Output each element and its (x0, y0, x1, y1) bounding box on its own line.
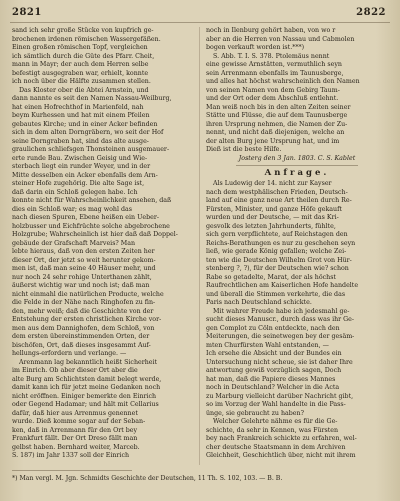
text-line: antwortung gewiß vorzüglich sagen, Doch (206, 367, 342, 374)
header-rule (10, 22, 390, 23)
text-line: sterbach liegt ein runder Weyer, und in der (12, 163, 151, 170)
right-column-bottom-text (206, 180, 388, 461)
text-line: konnte nicht für Wahrscheinlichkeit ansehen, daß (12, 197, 172, 204)
notice-heading: Anfrage. (264, 168, 330, 178)
text-line: daß darin ein Schloß gelegen habe. Ich (12, 188, 138, 196)
text-line: Das Kloster ober die Abtei Arnstein, und (19, 86, 149, 94)
text-line: wurden und der Deutsche, — mit das Kri- (206, 214, 339, 221)
text-line: gen Complot zu Cöln entdeckte, nach den (206, 324, 340, 332)
text-line: sich gern verpflichtete, auf Reichstagen den (206, 231, 348, 238)
text-line: nach dem westphälischen Frieden, Deutsch- (206, 188, 348, 196)
section-separator (236, 165, 358, 166)
text-line: eine gewisse Arnstätten, vermuthlich seyn (206, 61, 342, 68)
text-line: von seinen Namen von dem Gebirg Taum- (206, 86, 340, 94)
text-line: Paris nach Deutschland schickte. (206, 299, 312, 306)
text-line: Mitte desselben ein Acker ebenfalls dem Arn- (12, 171, 158, 179)
text-line: men ist, daß man seine 40 Häuser mehr, und (12, 265, 156, 272)
text-line: gebäude der Grafschaft Marveis? Man (12, 239, 136, 247)
text-line: noch in Ilenburg gehört haben, von wo r (206, 27, 336, 34)
text-line: den, mehr weiß; daß die Geschichte von der (12, 307, 154, 315)
right-column-top-text (206, 27, 388, 155)
text-line: zu Marburg vielleicht darüber Nachricht gibt, (206, 392, 354, 400)
text-line: mann in Mayr; der auch dem Herren selbe (12, 61, 149, 68)
text-line: Reichs-Berathungen es nur zu geschehen seyn (206, 239, 356, 247)
text-line: steiner Hofe zugehörig. Die alte Sage ist, (12, 180, 145, 187)
text-line: alte Burg am Schlichtsten damit belegt werde, (12, 375, 162, 383)
left-column (12, 27, 194, 465)
text-line: stenberg ?, ?), für der Deutschen wie? schon (206, 265, 349, 272)
text-line: Frankfurt fällt. Der Ort Dreso fällt man (12, 435, 138, 442)
text-line: äußerst wichtig war und noch ist; daß man (12, 282, 150, 289)
text-line: nicht eröffnen. Einiger bemerkte den Einrich (12, 392, 157, 400)
text-line: sich in dem alten Dorngräbern, wo seit der Hof (12, 129, 164, 136)
text-line: bischöfen, Ort, daß dieses insgesammt Auf- (12, 341, 151, 349)
text-line: beym Kurhessen und hat mit einem Pfeilen (12, 112, 150, 119)
text-line: hat einen Hofrechthof in Marienfeld, nah (12, 103, 144, 111)
footnote: *) Man vergl. M. Jgn. Schmidts Geschichte der Deutschen, 11 Th. S. 102, 103. — B. B. (12, 475, 283, 482)
text-line: bey nach Frankreich schickte zu erfahren, wel- (206, 435, 357, 442)
text-line: nach diesen Spuren, Ebene heißen ein Ueber- (12, 214, 160, 221)
text-line: die Felde in der Nähe nach Ringhofen zu fin- (12, 299, 156, 306)
text-line: und alles hat höchst wahrscheinlich den Namen (206, 78, 360, 85)
text-line: hellungs-erfordern und verlange. — (12, 350, 127, 357)
text-line: dafür, daß hier aus Arrenmus genennet (12, 409, 138, 417)
text-line: dann nannte es seit den Namen Nassau-Weilburg, (12, 95, 172, 102)
text-line: sein Arrenmann ebenfalls im Taunusberge, (206, 69, 344, 77)
text-line: schichte, da sehr in Kennen, was Fürsten (206, 426, 339, 434)
text-line: wurde. Dieß komme sogar auf der Seban- (12, 418, 146, 425)
text-line: Man weiß noch bis in den alten Zeiten seiner (206, 103, 351, 111)
text-line: Mit wahrer Freude habe ich jedesmahl ge- (213, 307, 350, 315)
text-line: holzbusser und Eichfrüchte solche abgebrochene (12, 222, 170, 230)
text-line: Stätte und Flüsse, die auf dem Taunusberge (206, 112, 348, 119)
text-line: gesvolk des letzten Jahrhunderts, fühlte, (206, 222, 336, 230)
text-line: ten wie die Deutschen Wilhelm Grot von Hür- (206, 256, 352, 264)
text-line: im Einrich. Ob aber dieser Ort aber die (12, 367, 138, 374)
text-line: bogen verkauft worden ist.***) (206, 44, 305, 51)
text-line: men aus dem Dannighofen, dem Schloß, von (12, 324, 155, 332)
text-line: mten Churfürsten Wahl entstanden, — (206, 341, 329, 349)
text-line: Welcher Gelehrte nähme es für die Ge- (213, 418, 338, 425)
text-line: gebautes Kirche; und in einer Acker befinden (12, 120, 158, 128)
text-line: seine Dorngraben hat, sind das alte ausge- (12, 137, 149, 145)
text-line: noch in Deutschland? Welcher in die Acta (206, 384, 340, 391)
signature-line: Josterg den 3 Jan. 1803. C. S. Kablet (238, 154, 356, 162)
text-line: cher deutsche Staatsmann in dem Archiven (206, 443, 346, 451)
text-line: ich sämtlich durch die Güte des Pfarr. Cheit, (12, 52, 155, 60)
text-line: Holzgrube; Wahrscheinlich ist hier daß daß Doppel- (12, 231, 178, 238)
text-line: Einen großen römischen Topf, vergleichen (12, 44, 148, 51)
text-line: nicht einmahl die natürlichen Producte, welche (12, 290, 164, 298)
text-line: so im Vorzug der Wahl handelte in die Pass- (206, 401, 346, 408)
text-line: sucht dieses Manuscr., durch dass was ihr Ge- (206, 316, 355, 323)
text-line: erte runde Bau. Zwischen Geisig und Wie- (12, 154, 148, 162)
text-line: oder Gegend Hadamar; und hält mit Cellarius (12, 401, 159, 408)
text-line: Fürsten, Minister, und ganze Höfe gekauft (206, 205, 342, 213)
text-line: Raufrechtlichen am Kaiserlichen Hofe handelte (206, 282, 359, 289)
text-line: Untersuchung nicht scheue, sie ist daher Ihre (206, 358, 353, 366)
text-line: nur noch 24 sehr rohige Unterthanen zählt, (12, 273, 152, 281)
text-line: ünge, sie gebraucht zu haben? (206, 409, 304, 417)
right-column (206, 27, 388, 465)
text-line: Dieß ist die beste Hilfe. (206, 146, 282, 153)
text-line: graulichen schliefsgen Thonsteinen ausgemauer- (12, 146, 170, 153)
text-line: lebte hieraus, daß von den ersten Zeiten her (12, 248, 155, 255)
text-line: gelbst haben. Bernhard weiter, Marceb. (12, 443, 140, 451)
text-line: S. Abb. T. I. S. 378. Ptolemäus nennt (213, 52, 330, 60)
text-line: und der Ort oder dem Abschluß entlehnt. (206, 95, 339, 102)
text-line: Meiterungen, die seinetwegen bey der gesäm- (206, 333, 355, 340)
text-line: Entstehung der ersten christlichen Kirche vor- (12, 316, 162, 323)
page-number-right: 2822 (356, 7, 386, 18)
text-line: dem ersten übereinstimmenden Orten, der (12, 333, 150, 340)
text-line: ich noch über die Hälfte zusammen stellen. (12, 78, 151, 85)
text-line: hat man, daß die Papiere dieses Mannes (206, 375, 336, 383)
text-line: damit kann ich für jetzt meine Gedanken noch (12, 384, 161, 391)
text-line: Rabe so getadelte, Marat, der als höchst (206, 273, 336, 281)
text-line: land auf eine ganz neue Art theilen durch Re- (206, 197, 352, 204)
text-line: Ich ersehe die Absicht und der Bundes ein (206, 350, 342, 357)
footnote-rule (12, 470, 132, 471)
text-line: brochenen irdenen römischen Wassergefäßen. (12, 35, 161, 43)
text-line: Arenmann lag bekanntlich heißt Sicherheit (19, 358, 158, 366)
text-line: ihren Ursprung nehmen, die Namen der Zu- (206, 120, 348, 128)
text-line: und überall die Stimmen verkehrte, die das (206, 290, 346, 298)
text-line: Gleichheit, Geschichtlich über, nicht mit ihrem (206, 452, 356, 459)
text-line: ken, daß in Arrenmann für den Ort bey (12, 426, 138, 434)
text-line: sand ich sehr große Stücke von kupfrich ge- (12, 27, 154, 34)
text-line: nennt, und nicht daß diejenigen, welche an (206, 129, 345, 136)
column-divider (199, 27, 200, 465)
text-line: aber an die Herren von Nassau und Cabmolen (206, 35, 355, 43)
text-line: befestigt ausgegraben war, erhielt, konnte (12, 69, 149, 77)
text-line: Als Ludewig der 14. nicht zur Kayser (213, 180, 332, 187)
text-line: dieser Ort, der jetzt so weit herunter gekom- (12, 256, 156, 264)
text-line: S. 187) im Jahr 1337 soll der Einrich (12, 452, 130, 459)
text-line: ließ, wie gerade König gefallen; welche Zei- (206, 248, 347, 255)
page-number-left: 2821 (12, 7, 42, 18)
text-line: dies ein Schloß war; es mag wohl das (12, 205, 132, 213)
text-line: der alten Burg jene Ursprung hat, und im (206, 137, 340, 145)
